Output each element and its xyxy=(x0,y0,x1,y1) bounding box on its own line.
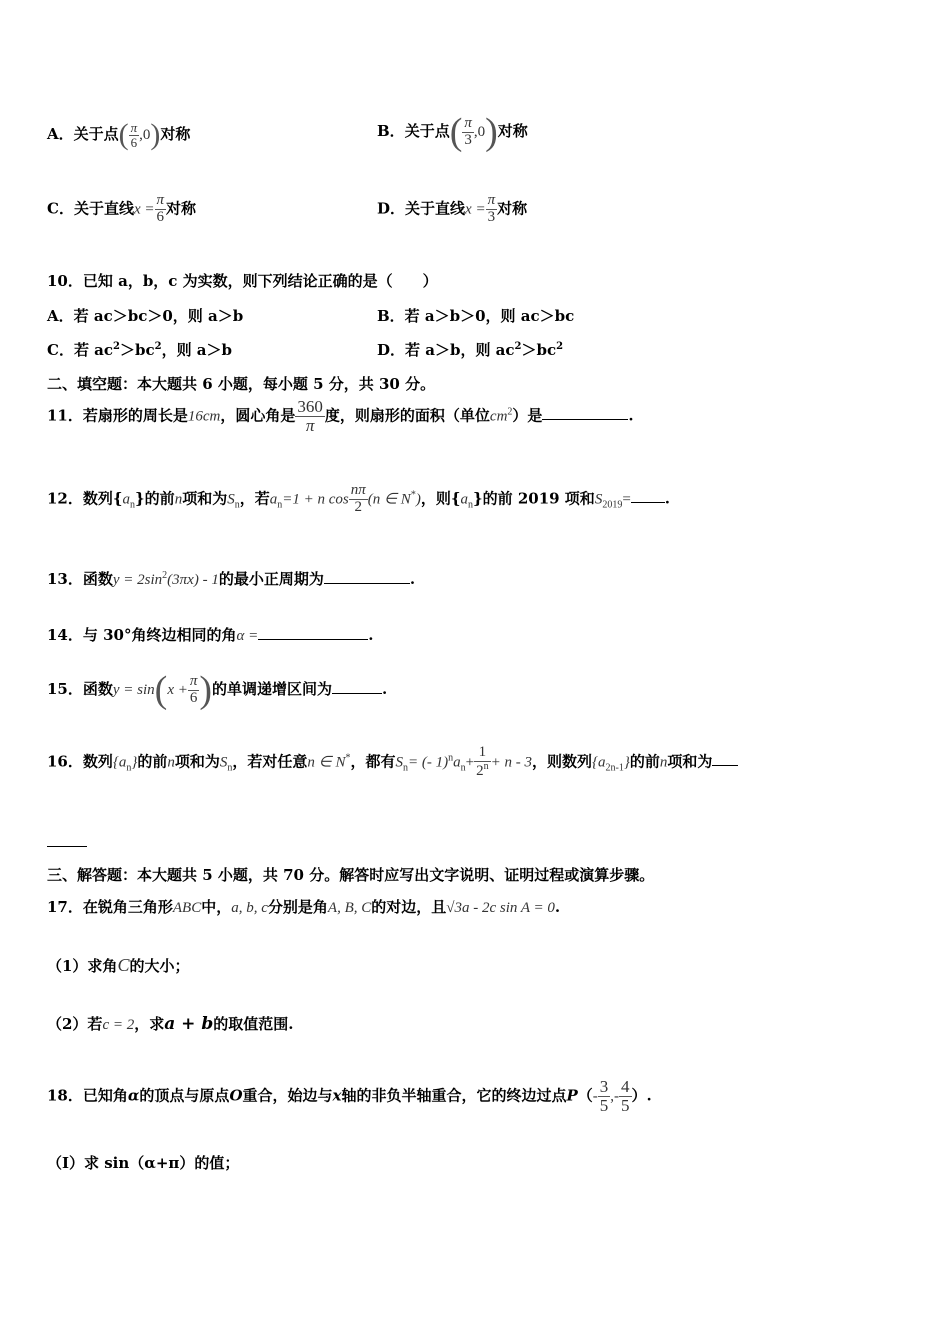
q18-part-1: （Ⅰ）求 sin（α+π）的值； xyxy=(47,1154,240,1172)
q14: 14．与 30°角终边相同的角α = . xyxy=(47,626,374,644)
q12: 12．数列$\{a_n\}$的前n项和为$S_n$，若$a_n=1 + n$ cos $\frac{n\pi}{2}$ (n ∈ N*)，则$\{a_n\}$的前 2019 项和$S_{2019}=$ . xyxy=(47,482,671,515)
q13: 13．函数$y = 2\sin^2(3\pi x) - 1$的最小正周期为 . xyxy=(47,570,416,588)
q9-option-a: A．关于点( $\frac{\pi}{6}$ ,0)对称 xyxy=(47,118,191,151)
q17: 17．在锐角三角形ABC中，a, b, c分别是角A, B, C的对边，且√3a - 2c sin A = 0. xyxy=(47,898,561,916)
q17-part-1: （1）求角C的大小； xyxy=(47,955,190,975)
q10-option-d: D．若 a＞b，则 $ac^2>bc^2$ xyxy=(377,341,564,359)
q16: 16．数列$\{a_n\}$的前n项和为$S_n$，若对任意n ∈ N*，都有$S_n=$ (- $1)^na_n+$ $\frac{1}{2^n}$ + n - 3，则数列$\{a_{2n-1}\}$的前n项和为 xyxy=(47,745,738,780)
q10-stem: 10．已知 a，b，c 为实数，则下列结论正确的是（ ） xyxy=(47,272,438,290)
q10-option-b: B．若 a＞b＞0，则 ac＞bc xyxy=(377,307,575,325)
q9-option-d: D．关于直线x = $\frac{\pi}{3}$ 对称 xyxy=(377,192,528,225)
q9-option-c: C．关于直线x = $\frac{\pi}{6}$ 对称 xyxy=(47,192,197,225)
q10-option-a: A．若 ac＞bc＞0，则 a＞b xyxy=(47,307,244,325)
q15: 15．函数y = sin(x + $\frac{\pi}{6}$ )的单调递增区间为 . xyxy=(47,669,388,711)
section-3-heading: 三、解答题：本大题共 5 小题，共 70 分。解答时应写出文字说明、证明过程或演算步骤。 xyxy=(47,866,655,884)
q11: 11．若扇形的周长是16cm，圆心角是 $\frac{360}{\pi}$ 度，则扇形的面积（单位$cm^2$）是 . xyxy=(47,397,634,435)
q10-option-c: C．若 $ac^2>bc^2$，则 a＞b xyxy=(47,341,233,359)
q16-blank-continuation xyxy=(47,832,87,851)
q17-part-2: （2）若c = 2，求a + b的取值范围. xyxy=(47,1014,294,1034)
q9-option-b: B．关于点( $\frac{\pi}{3}$ ,0)对称 xyxy=(377,111,528,153)
q18: 18．已知角α的顶点与原点O重合，始边与x轴的非负半轴重合，它的终边过点P（- $\frac{3}{5}$ ,- $\frac{4}{5}$ ）. xyxy=(47,1077,652,1115)
section-2-heading: 二、填空题：本大题共 6 小题，每小题 5 分，共 30 分。 xyxy=(47,375,436,393)
